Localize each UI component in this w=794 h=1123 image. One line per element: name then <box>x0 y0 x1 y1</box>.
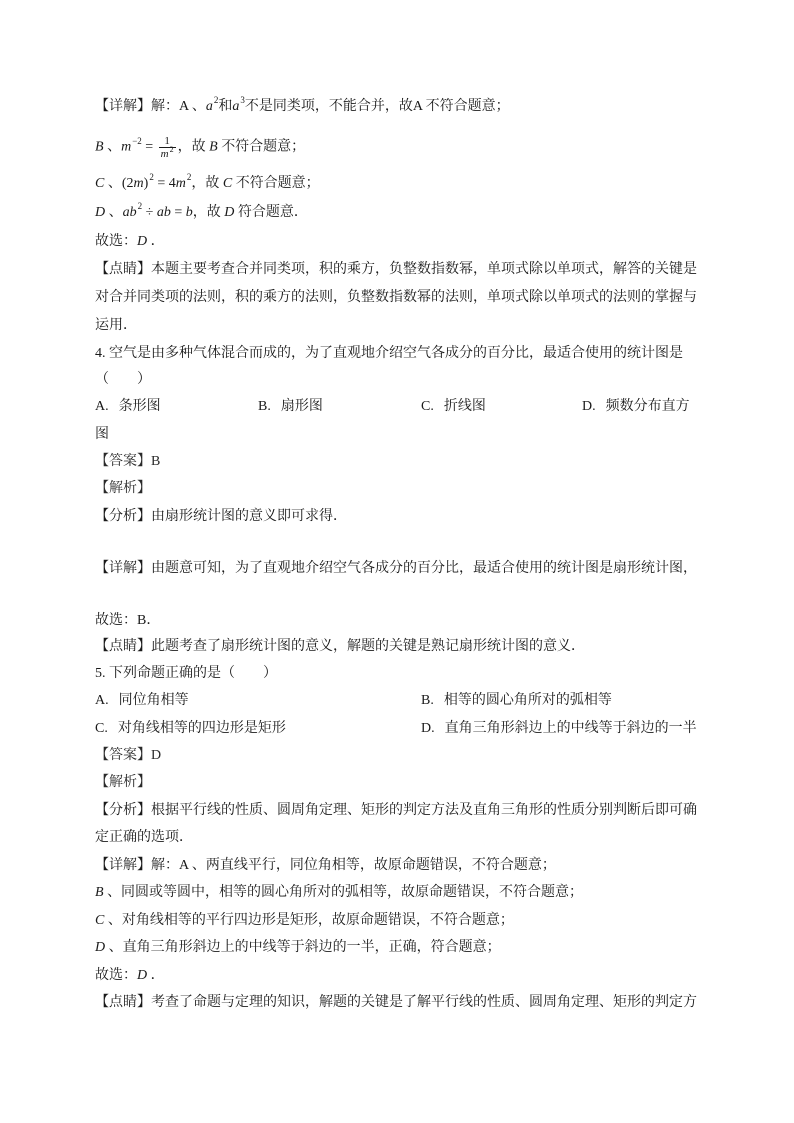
q3-comment-line-1 <box>95 260 697 280</box>
math-variable: m <box>133 176 144 191</box>
option-text: 图 <box>95 427 109 442</box>
question-stem: 空气是由多种气体混合而成的，为了直观地介绍空气各成分的百分比，最适合使用的统计图是 <box>105 346 683 361</box>
math-exponent: 2 <box>186 172 192 182</box>
option-text: 相等的圆心角所对的弧相等 <box>443 693 612 708</box>
q5-option-b <box>421 691 612 711</box>
option-key: D. <box>421 721 435 736</box>
math-variable: m <box>160 148 169 160</box>
comment-text: 本题主要考查合并同类项，积的乘方，负整数指数幂，单项式除以单项式，解答的关键是 <box>151 262 697 277</box>
option-key: D. <box>582 399 596 414</box>
q5-detail-line-d <box>95 938 501 958</box>
option-key: A. <box>95 399 109 414</box>
q5-stem-line <box>95 664 277 684</box>
choice-label: D <box>224 205 235 220</box>
q5-option-c <box>95 719 286 739</box>
detail-tag: 【详解】 <box>95 99 151 114</box>
q3-detail-line-b <box>95 135 306 160</box>
text-segment: ，故 <box>177 139 210 155</box>
text-segment: = 4 <box>153 176 176 191</box>
question-number: 4. <box>95 346 106 361</box>
detail-text: 由题意可知，为了直观地介绍空气各成分的百分比，最适合使用的统计图是扇形统计图， <box>151 561 697 576</box>
choice-label: C <box>95 176 105 191</box>
math-exponent: 2 <box>169 145 174 154</box>
q3-choose-line <box>95 232 165 252</box>
analysis-text: 由扇形统计图的意义即可求得． <box>151 509 347 524</box>
question-number: 5. <box>95 666 106 681</box>
math-variable: ab <box>122 205 137 220</box>
question-stem: 下列命题正确的是（ ） <box>105 666 277 681</box>
math-variable: m <box>175 176 186 191</box>
text-segment: ． <box>147 968 165 983</box>
answer-value: D <box>151 748 162 763</box>
math-exponent: −2 <box>132 135 142 146</box>
q4-comment-line <box>95 637 585 657</box>
detail-text: 解：A 、两直线平行，同位角相等，故原命题错误，不符合题意； <box>151 858 556 873</box>
q5-comment-line <box>95 993 697 1013</box>
text-segment: 符合题意． <box>234 205 308 220</box>
math-equals: = <box>141 139 157 155</box>
analysis-text: 根据平行线的性质、圆周角定理、矩形的判定方法及直角三角形的性质分别判断后即可确 <box>151 803 697 818</box>
question-stem: （ ） <box>95 372 151 387</box>
analysis-text: 定正确的选项． <box>95 830 193 845</box>
comment-text: 考查了命题与定理的知识，解题的关键是了解平行线的性质、圆周角定理、矩形的判定方 <box>151 995 697 1010</box>
answer-value: B <box>151 454 161 469</box>
detail-text: 、同圆或等圆中，相等的圆心角所对的弧相等，故原命题错误，不符合题意； <box>103 885 584 900</box>
comment-text: 运用． <box>95 318 137 333</box>
option-text: 直角三角形斜边上的中线等于斜边的一半 <box>444 721 697 736</box>
choice-label: B <box>95 139 104 155</box>
comment-text: 此题考查了扇形统计图的意义，解题的关键是熟记扇形统计图的意义． <box>151 639 585 654</box>
analysis-tag: 【分析】 <box>95 803 151 818</box>
choice-label: D <box>95 205 106 220</box>
math-exponent: 2 <box>213 95 219 105</box>
q5-analysis-line-2 <box>95 828 193 848</box>
choice-label: C <box>222 176 233 191</box>
text-segment: 不符合题意； <box>217 139 306 155</box>
q5-answer-line <box>95 746 161 766</box>
option-text: 频数分布直方 <box>605 399 690 414</box>
detail-tag: 【详解】 <box>95 858 151 873</box>
q4-analysis-line <box>95 507 347 527</box>
q5-choose-line <box>95 966 165 986</box>
option-text: 扇形图 <box>280 399 323 414</box>
fraction-numerator: 1 <box>164 135 170 147</box>
math-variable: a <box>205 99 213 114</box>
choice-label: D <box>137 968 148 983</box>
q4-detail-line <box>95 559 697 579</box>
math-variable: m <box>121 139 132 155</box>
q3-comment-line-2 <box>95 288 697 308</box>
q3-detail-line-a <box>95 97 510 117</box>
q3-comment-line-3 <box>95 316 137 336</box>
choose-text: 故选：B． <box>95 613 161 628</box>
analysis-heading-tag: 【解析】 <box>95 775 151 790</box>
text-segment: ÷ <box>142 205 157 220</box>
math-variable: b <box>185 205 193 220</box>
q4-analysis-heading <box>95 479 151 499</box>
text-segment: 不是同类项，不能合并，故A 不符合题意； <box>244 99 510 114</box>
math-exponent: 2 <box>137 201 143 211</box>
q3-detail-line-c <box>95 174 320 194</box>
q5-detail-line-a <box>95 856 556 876</box>
choice-label: B <box>209 139 218 155</box>
option-text: 折线图 <box>443 399 486 414</box>
option-key: B. <box>421 693 434 708</box>
option-text: 对角线相等的四边形是矩形 <box>117 721 286 736</box>
comment-tag: 【点睛】 <box>95 262 151 277</box>
detail-tag: 【详解】 <box>95 561 151 576</box>
q4-option-d-continued <box>95 425 109 445</box>
q5-option-d <box>421 719 697 739</box>
text-segment: ，故 <box>191 176 223 191</box>
text-segment: 和 <box>218 99 233 114</box>
detail-text: 、直角三角形斜边上的中线等于斜边的一半，正确，符合题意； <box>105 940 501 955</box>
text-segment: 、 <box>103 139 122 155</box>
option-key: A. <box>95 693 109 708</box>
choice-label: C <box>95 913 105 928</box>
analysis-tag: 【分析】 <box>95 509 151 524</box>
detail-text: 、对角线相等的平行四边形是矩形，故原命题错误，不符合题意； <box>104 913 514 928</box>
option-text: 条形图 <box>118 399 161 414</box>
q4-answer-line <box>95 452 160 472</box>
math-variable: ab <box>156 205 171 220</box>
comment-tag: 【点睛】 <box>95 639 151 654</box>
option-key: B. <box>258 399 271 414</box>
q5-detail-line-c <box>95 911 514 931</box>
q5-option-a <box>95 691 189 711</box>
q4-stem-line-2 <box>95 370 151 390</box>
text-segment: = <box>170 205 186 220</box>
math-exponent: 3 <box>240 95 245 105</box>
analysis-heading-tag: 【解析】 <box>95 481 151 496</box>
q5-detail-line-b <box>95 883 583 903</box>
answer-tag: 【答案】 <box>95 454 151 469</box>
text-segment: ． <box>147 234 165 249</box>
q4-option-d <box>582 397 690 417</box>
text-segment: 不符合题意； <box>232 176 320 191</box>
q5-analysis-heading <box>95 773 151 793</box>
q5-analysis-line-1 <box>95 801 697 821</box>
text-segment: ，故 <box>192 205 225 220</box>
q4-choose-line <box>95 611 160 631</box>
text-segment: 故选： <box>95 234 137 249</box>
q4-stem-line-1 <box>95 344 683 364</box>
choice-label: D <box>137 234 148 249</box>
text-segment: 解：A 、 <box>151 99 206 114</box>
q4-option-c <box>421 397 486 417</box>
fraction-denominator <box>159 147 176 160</box>
q3-detail-line-d <box>95 203 308 223</box>
choice-label: B <box>95 885 104 900</box>
text-segment: ) <box>143 176 149 191</box>
option-text: 同位角相等 <box>118 693 189 708</box>
q4-option-a <box>95 397 161 417</box>
answer-tag: 【答案】 <box>95 748 151 763</box>
text-segment: 、 <box>105 205 123 220</box>
q4-option-b <box>258 397 323 417</box>
option-key: C. <box>421 399 434 414</box>
comment-text: 对合并同类项的法则，积的乘方的法则，负整数指数幂的法则，单项式除以单项式的法则的掌握与 <box>95 290 697 305</box>
math-exponent: 2 <box>149 172 154 182</box>
option-key: C. <box>95 721 108 736</box>
math-fraction <box>159 135 176 160</box>
comment-tag: 【点睛】 <box>95 995 151 1010</box>
text-segment: 、(2 <box>104 176 134 191</box>
text-segment: 故选： <box>95 968 137 983</box>
math-variable: a <box>232 99 240 114</box>
choice-label: D <box>95 940 106 955</box>
